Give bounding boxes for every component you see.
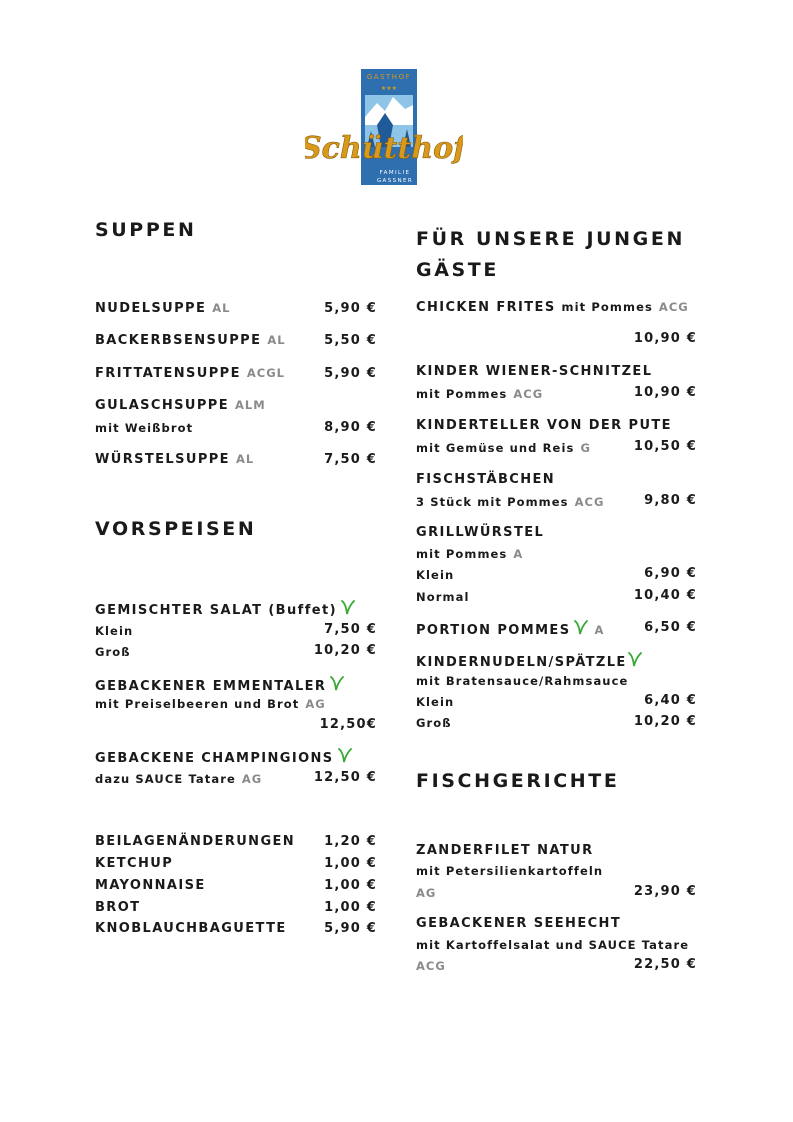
menu-item-gebackener-emmentaler: GEBACKENER EMMENTALER — [95, 676, 344, 694]
svg-text:★★★: ★★★ — [380, 85, 398, 92]
extra-knoblauchbaguette: KNOBLAUCHBAGUETTE — [95, 921, 287, 936]
allergen-code: G — [580, 441, 591, 455]
kinder-heading: FÜR UNSERE JUNGEN GÄSTE — [416, 228, 685, 281]
price-salat-klein: 7,50 € — [324, 622, 377, 637]
allergen-code: AG — [241, 772, 263, 786]
vegetarian-leaf-icon — [330, 676, 344, 692]
extra-brot: BROT — [95, 900, 141, 915]
allergen-code: ACG — [416, 959, 446, 973]
price-backerbsensuppe: 5,50 € — [324, 333, 377, 348]
price-fischstaebchen: 9,80 € — [644, 493, 697, 508]
price-chicken-frites: 10,90 € — [633, 331, 697, 346]
price-mayonnaise: 1,00 € — [324, 878, 377, 893]
price-nudeln-gross: 10,20 € — [633, 714, 697, 729]
menu-item-nudelsuppe: NUDELSUPPE AL — [95, 301, 231, 316]
allergen-code: ACG — [513, 387, 544, 401]
menu-item-portion-pommes: PORTION POMMES A — [416, 620, 604, 638]
menu-item-chicken-frites: CHICKEN FRITES mit Pommes ACG — [416, 300, 689, 315]
allergen-code: A — [594, 623, 605, 637]
menu-item-gebackene-champignons: GEBACKENE CHAMPINGIONS — [95, 748, 352, 766]
fischstaebchen-description: 3 Stück mit Pommes ACG — [416, 495, 605, 509]
price-kinder-wiener-schnitzel: 10,90 € — [633, 385, 697, 400]
menu-item-gulaschsuppe: GULASCHSUPPE ALM — [95, 398, 266, 413]
allergen-code: A — [513, 547, 524, 561]
allergen-code: ACGL — [246, 366, 285, 380]
price-zanderfilet: 23,90 € — [633, 884, 697, 899]
menu-item-gebackener-seehecht: GEBACKENER SEEHECHT — [416, 916, 622, 931]
size-klein-label: Klein — [416, 695, 455, 709]
price-ketchup: 1,00 € — [324, 856, 377, 871]
extra-mayonnaise: MAYONNAISE — [95, 878, 206, 893]
size-klein-label: Klein — [95, 624, 134, 638]
price-seehecht: 22,50 € — [633, 957, 697, 972]
suppen-heading: SUPPEN — [95, 219, 197, 241]
svg-text:FAMILIE: FAMILIE — [379, 170, 411, 176]
menu-item-backerbsensuppe: BACKERBSENSUPPE AL — [95, 333, 286, 348]
allergen-code: ACG — [574, 495, 605, 509]
price-brot: 1,00 € — [324, 900, 377, 915]
price-nudeln-klein: 6,40 € — [644, 693, 697, 708]
size-gross-label: Groß — [95, 645, 131, 659]
price-salat-gross: 10,20 € — [313, 643, 377, 658]
grillwuerstel-description: mit Pommes A — [416, 547, 524, 561]
size-gross-label: Groß — [416, 716, 452, 730]
extra-beilagenaenderungen: BEILAGENÄNDERUNGEN — [95, 834, 296, 849]
pute-description: mit Gemüse und Reis G — [416, 441, 591, 455]
price-emmentaler: 12,50€ — [319, 717, 377, 732]
price-gulaschsuppe: 8,90 € — [324, 420, 377, 435]
allergen-code: AG — [305, 697, 326, 711]
price-knoblauchbaguette: 5,90 € — [324, 921, 377, 936]
vegetarian-leaf-icon — [341, 600, 355, 616]
svg-text:Schütthof: Schütthof — [305, 131, 463, 166]
allergen-code: AG — [416, 886, 437, 900]
menu-item-fischstaebchen: FISCHSTÄBCHEN — [416, 472, 556, 487]
menu-item-kinderteller-pute: KINDERTELLER VON DER PUTE — [416, 418, 672, 433]
allergen-code: ALM — [235, 398, 266, 412]
svg-text:GASTHOF: GASTHOF — [366, 73, 412, 81]
vorspeisen-heading: VORSPEISEN — [95, 518, 257, 540]
schutthof-logo-icon — [305, 67, 463, 189]
allergen-code: AL — [212, 301, 231, 315]
emmentaler-description: mit Preiselbeeren und Brot AG — [95, 697, 326, 711]
price-beilagenaenderungen: 1,20 € — [324, 834, 377, 849]
svg-text:GASSNER: GASSNER — [376, 178, 414, 184]
allergen-code: AL — [235, 452, 255, 466]
zanderfilet-description: mit Petersilienkartoffeln — [416, 864, 604, 878]
price-portion-pommes: 6,50 € — [644, 620, 697, 635]
allergen-code: ACG — [658, 300, 689, 314]
menu-item-kinder-wiener-schnitzel: KINDER WIENER-SCHNITZEL — [416, 364, 653, 379]
price-nudelsuppe: 5,90 € — [324, 301, 377, 316]
champignons-description: dazu SAUCE Tatare AG — [95, 772, 263, 786]
seehecht-description: mit Kartoffelsalat und SAUCE Tatare — [416, 938, 690, 952]
price-kinderteller-pute: 10,50 € — [633, 439, 697, 454]
price-champignons: 12,50 € — [313, 770, 377, 785]
price-wuerstelsuppe: 7,50 € — [324, 452, 377, 467]
vegetarian-leaf-icon — [574, 620, 588, 636]
vegetarian-leaf-icon — [338, 748, 352, 764]
nudeln-description: mit Bratensauce/Rahmsauce — [416, 674, 629, 688]
menu-item-grillwuerstel: GRILLWÜRSTEL — [416, 525, 545, 540]
price-frittatensuppe: 5,90 € — [324, 366, 377, 381]
menu-item-kindernudeln-spaetzle: KINDERNUDELN/SPÄTZLE — [416, 652, 642, 670]
price-grillwuerstel-klein: 6,90 € — [644, 566, 697, 581]
vegetarian-leaf-icon — [628, 652, 642, 668]
extra-ketchup: KETCHUP — [95, 856, 174, 871]
menu-item-frittatensuppe: FRITTATENSUPPE ACGL — [95, 366, 285, 381]
gulaschsuppe-description: mit Weißbrot — [95, 421, 194, 435]
menu-item-zanderfilet: ZANDERFILET NATUR — [416, 843, 594, 858]
allergen-code: AL — [267, 333, 286, 347]
size-normal-label: Normal — [416, 590, 470, 604]
gasthof-logo — [305, 67, 463, 189]
menu-item-wuerstelsuppe: WÜRSTELSUPPE AL — [95, 452, 255, 467]
menu-item-gemischter-salat: GEMISCHTER SALAT (Buffet) — [95, 600, 355, 618]
price-grillwuerstel-normal: 10,40 € — [633, 588, 697, 603]
fischgerichte-heading: FISCHGERICHTE — [416, 770, 620, 792]
size-klein-label: Klein — [416, 568, 455, 582]
schnitzel-description: mit Pommes ACG — [416, 387, 544, 401]
